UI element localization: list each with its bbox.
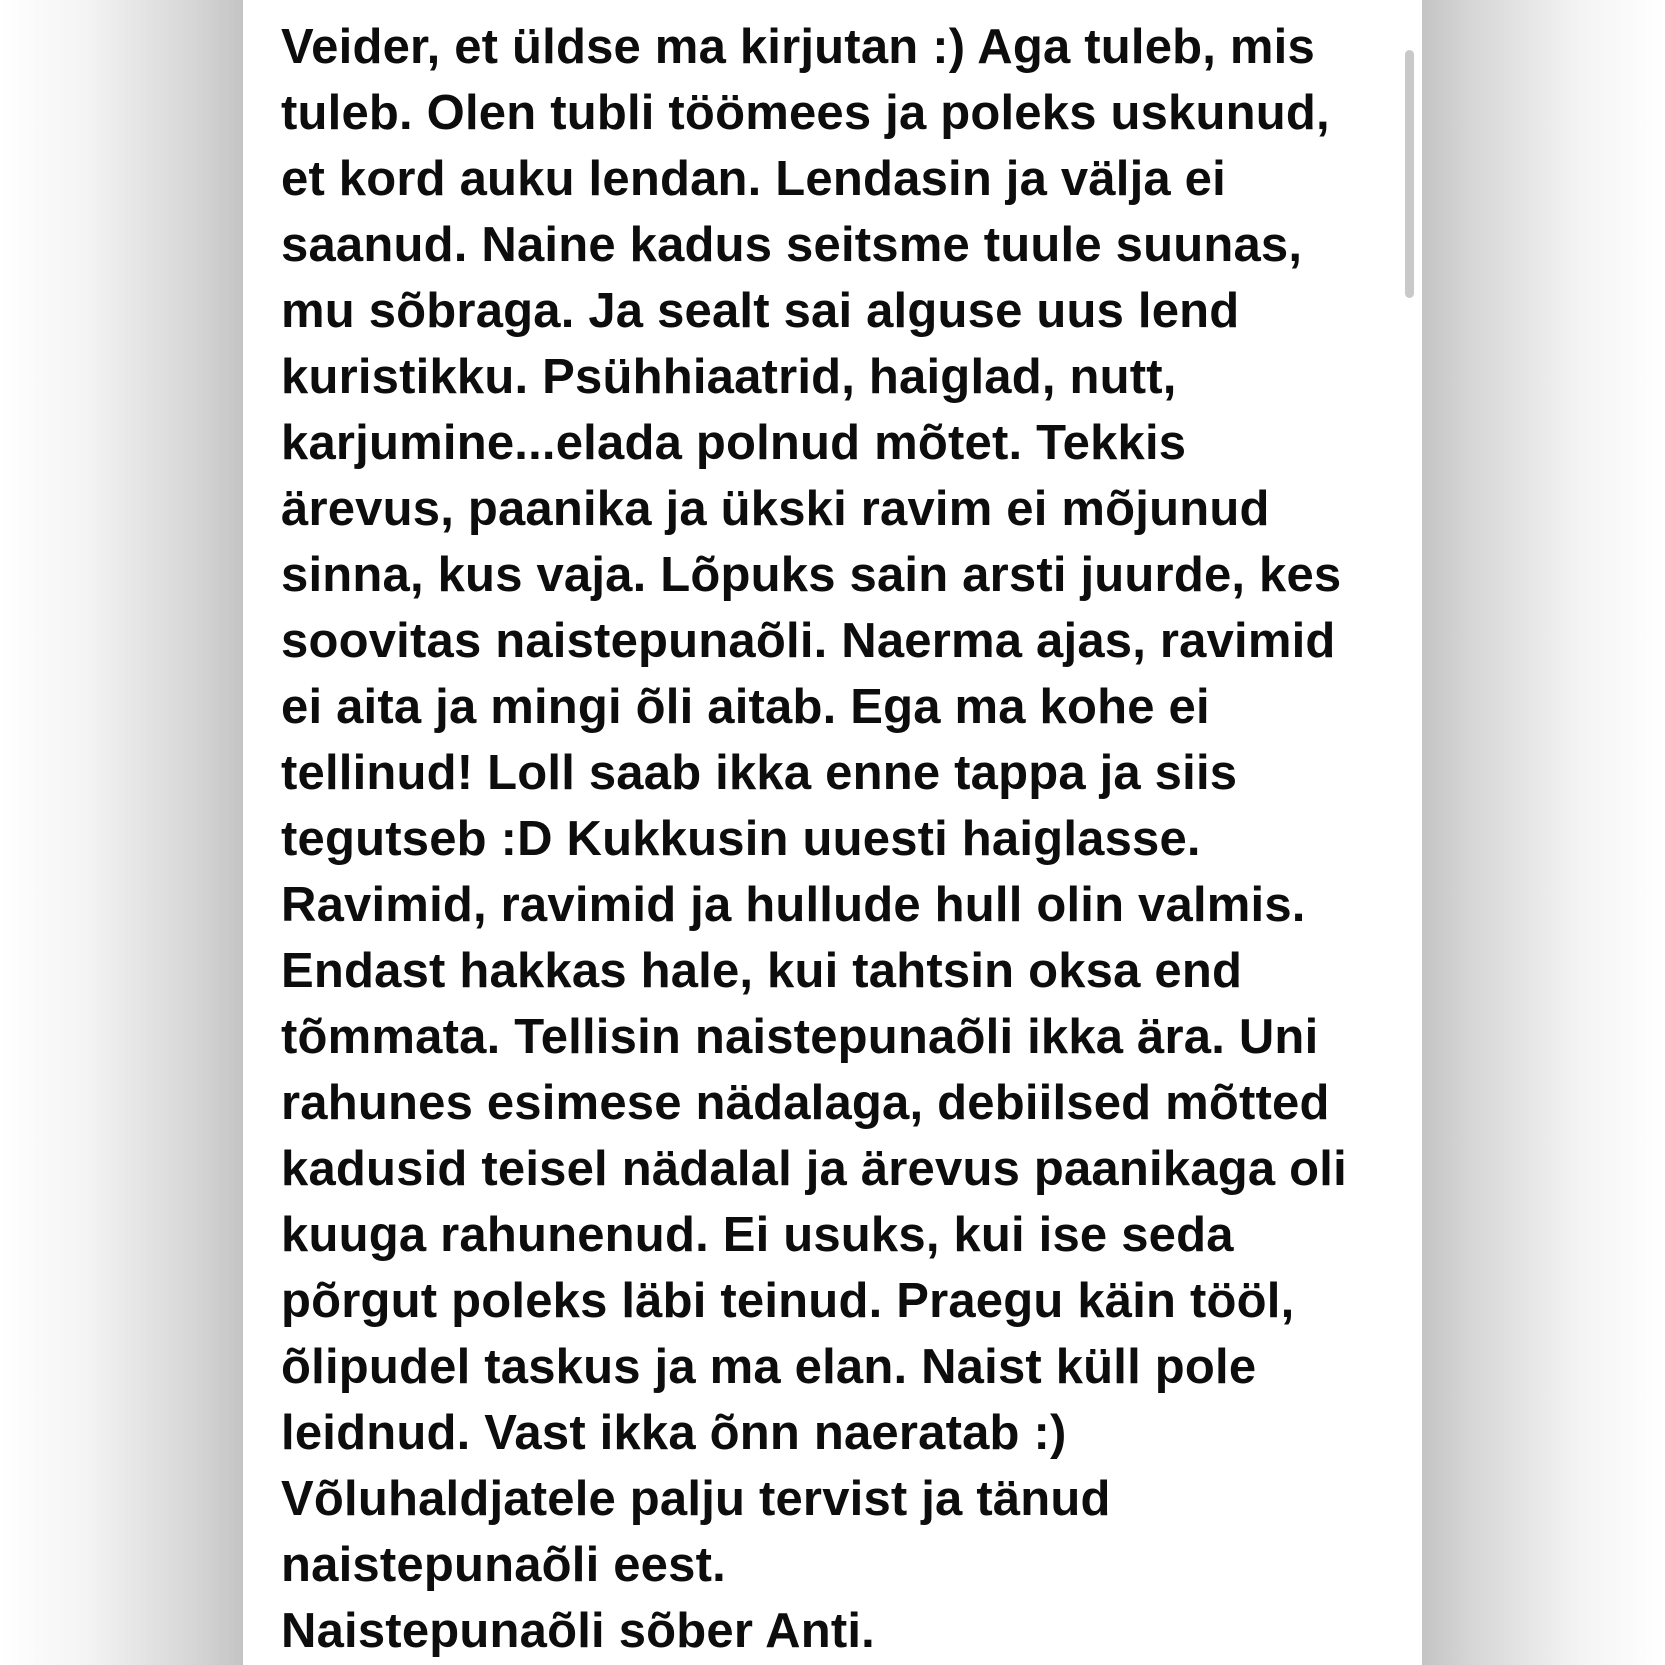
message-line: põrgut poleks läbi teinud. Praegu käin tööl, — [281, 1274, 1295, 1328]
message-line: sinna, kus vaja. Lõpuks sain arsti juurde, kes — [281, 548, 1342, 602]
message-line: õlipudel taskus ja ma elan. Naist küll pole — [281, 1340, 1257, 1394]
message-panel — [243, 0, 1422, 1665]
scrollbar-thumb[interactable] — [1405, 50, 1414, 298]
message-line: tellinud! Loll saab ikka enne tappa ja siis — [281, 746, 1238, 800]
message-line: tõmmata. Tellisin naistepunaõli ikka ära. Uni — [281, 1010, 1319, 1064]
message-line: leidnud. Vast ikka õnn naeratab :) — [281, 1406, 1067, 1460]
message-signature: Naistepunaõli sõber Anti. — [281, 1604, 875, 1658]
message-line: Ravimid, ravimid ja hullude hull olin valmis. — [281, 878, 1306, 932]
message-line: ärevus, paanika ja ükski ravim ei mõjunud — [281, 482, 1270, 536]
message-line: tegutseb :D Kukkusin uuesti haiglasse. — [281, 812, 1201, 866]
message-line: kuristikku. Psühhiaatrid, haiglad, nutt, — [281, 350, 1177, 404]
message-line: Veider, et üldse ma kirjutan :) Aga tuleb, mis — [281, 20, 1315, 74]
blurred-backdrop-right — [1422, 0, 1665, 1665]
message-line: kuuga rahunenud. Ei usuks, kui ise seda — [281, 1208, 1234, 1262]
message-line: naistepunaõli eest. — [281, 1538, 726, 1592]
message-line: saanud. Naine kadus seitsme tuule suunas, — [281, 218, 1303, 272]
message-line: rahunes esimese nädalaga, debiilsed mõtted — [281, 1076, 1330, 1130]
message-line: tuleb. Olen tubli töömees ja poleks uskunud, — [281, 86, 1330, 140]
message-line: soovitas naistepunaõli. Naerma ajas, ravimid — [281, 614, 1336, 668]
blurred-backdrop-left — [0, 0, 243, 1665]
message-line: ei aita ja mingi õli aitab. Ega ma kohe ei — [281, 680, 1210, 734]
message-line: mu sõbraga. Ja sealt sai alguse uus lend — [281, 284, 1240, 338]
message-line: karjumine...elada polnud mõtet. Tekkis — [281, 416, 1187, 470]
message-line: Võluhaldjatele palju tervist ja tänud — [281, 1472, 1111, 1526]
message-body — [281, 14, 1401, 1664]
message-line: et kord auku lendan. Lendasin ja välja ei — [281, 152, 1226, 206]
message-line: kadusid teisel nädalal ja ärevus paanikaga oli — [281, 1142, 1347, 1196]
message-line: Endast hakkas hale, kui tahtsin oksa end — [281, 944, 1243, 998]
